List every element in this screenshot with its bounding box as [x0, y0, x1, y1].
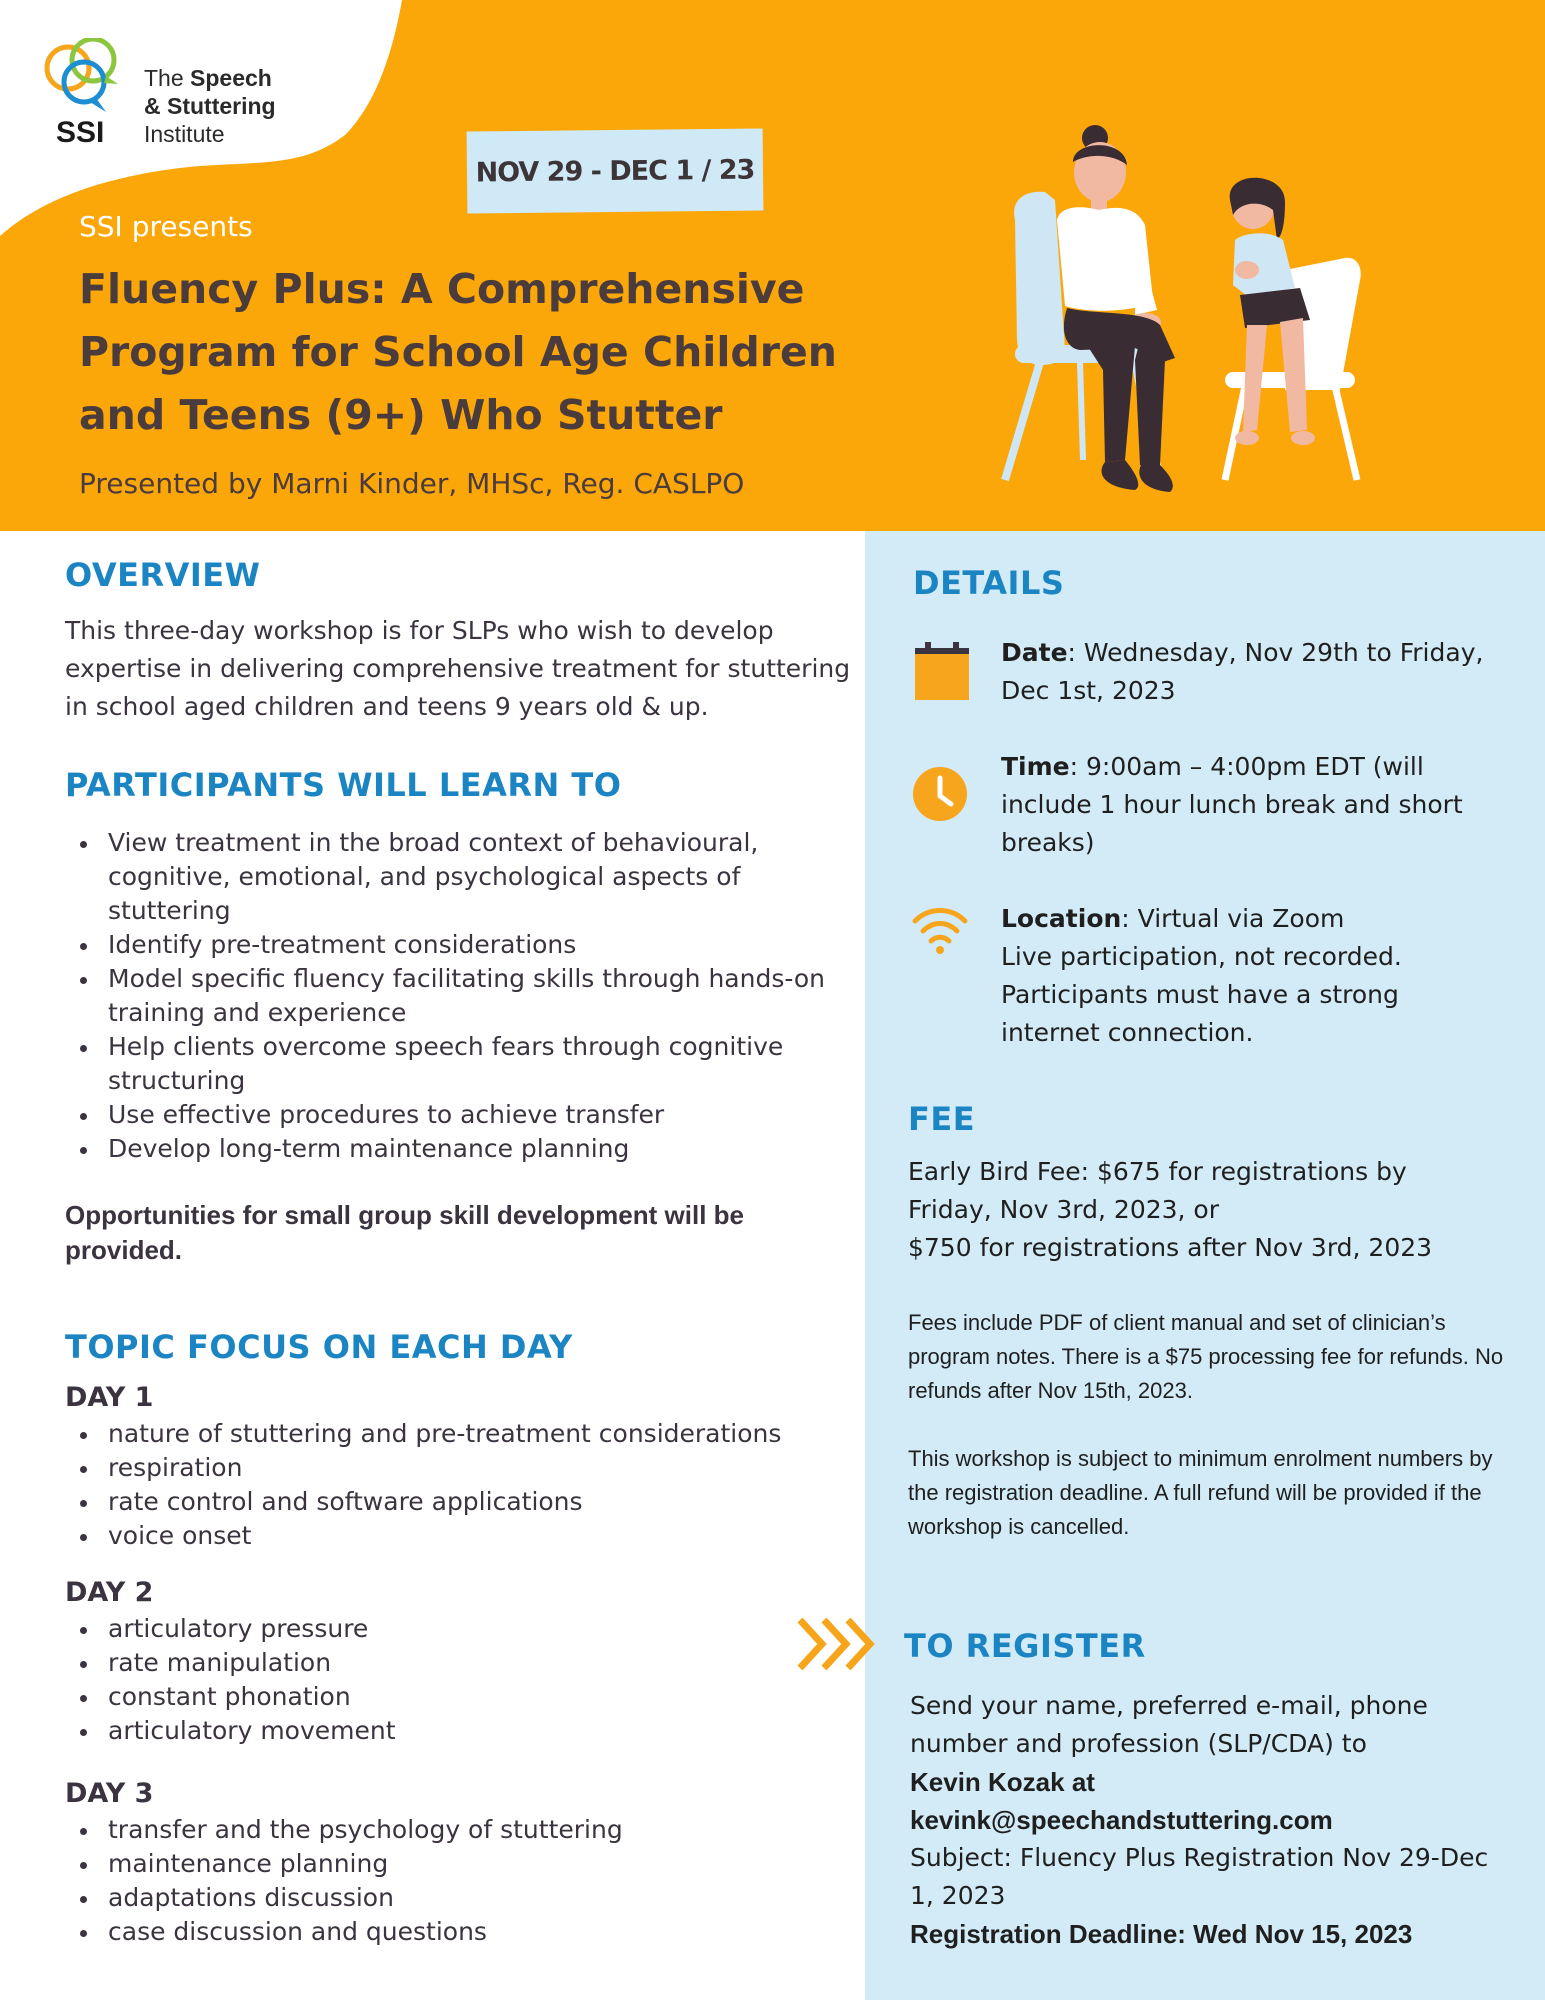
details-location-note: Live participation, not recorded. Participants must have a strong internet connection.	[1001, 942, 1402, 1047]
list-item: Use effective procedures to achieve transfer	[66, 1098, 846, 1132]
register-email[interactable]: kevink@speechandstuttering.com	[910, 1805, 1333, 1835]
register-contact: Kevin Kozak at	[910, 1767, 1095, 1797]
wifi-icon	[911, 905, 969, 957]
learn-note: Opportunities for small group skill development will be provided.	[65, 1200, 744, 1265]
list-item: maintenance planning	[66, 1847, 846, 1881]
day1-heading: DAY 1	[65, 1382, 154, 1413]
fee-line-3: $750 for registrations after Nov 3rd, 2023	[908, 1233, 1433, 1262]
list-item: Help clients overcome speech fears through cognitive structuring	[66, 1030, 846, 1098]
logo-text-line3: Institute	[144, 121, 225, 147]
presenter-label: Presented by Marni Kinder, MHSc, Reg. CASLPO	[79, 467, 745, 500]
list-item: voice onset	[66, 1519, 846, 1553]
logo-text-line2: & Stuttering	[144, 93, 276, 119]
date-badge-text: NOV 29 - DEC 1 / 23	[475, 154, 755, 188]
fee-line-1: Early Bird Fee: $675 for registrations by	[908, 1157, 1407, 1186]
topics-heading: TOPIC FOCUS ON EACH DAY	[65, 1328, 573, 1366]
list-item: constant phonation	[66, 1680, 846, 1714]
logo-text-line1: The Speech	[144, 65, 272, 91]
list-item: adaptations discussion	[66, 1881, 846, 1915]
list-item: Identify pre-treatment considerations	[66, 928, 846, 962]
clock-icon	[911, 765, 969, 823]
list-item: case discussion and questions	[66, 1915, 846, 1949]
fee-note-enrolment: This workshop is subject to minimum enrolment numbers by the registration deadline. A full refund will be provided if the workshop is cancelled.	[908, 1446, 1493, 1539]
overview-heading: OVERVIEW	[65, 556, 261, 594]
list-item: View treatment in the broad context of behavioural, cognitive, emotional, and psychological aspects of stuttering	[66, 826, 846, 928]
register-line-2: number and profession (SLP/CDA) to	[910, 1729, 1367, 1758]
ssi-logo	[38, 38, 298, 150]
chevrons-right-icon	[796, 1614, 888, 1674]
fee-heading: FEE	[908, 1100, 976, 1138]
register-heading: TO REGISTER	[904, 1627, 1146, 1665]
page-title: Fluency Plus: A Comprehensive Program for School Age Children and Teens (9+) Who Stutter	[79, 265, 837, 439]
list-item: rate control and software applications	[66, 1485, 846, 1519]
details-time: Time: 9:00am – 4:00pm EDT (will include 1 hour lunch break and short breaks)	[1001, 752, 1463, 857]
fee-note-refunds: Fees include PDF of client manual and set of clinician’s program notes. There is a $75 processing fee for refunds. No refunds after Nov 15th, 2023.	[908, 1310, 1504, 1403]
details-heading: DETAILS	[913, 564, 1065, 602]
list-item: rate manipulation	[66, 1646, 846, 1680]
list-item: transfer and the psychology of stuttering	[66, 1813, 846, 1847]
presents-label: SSI presents	[79, 210, 253, 243]
list-item: Develop long-term maintenance planning	[66, 1132, 846, 1166]
list-item: articulatory movement	[66, 1714, 846, 1748]
day2-list	[66, 1612, 846, 1748]
register-subject-1: Subject: Fluency Plus Registration Nov 29-Dec	[910, 1843, 1489, 1872]
date-badge	[467, 128, 764, 213]
list-item: nature of stuttering and pre-treatment considerations	[66, 1417, 846, 1451]
calendar-icon	[913, 640, 971, 702]
therapist-child-illustration	[985, 110, 1405, 505]
register-deadline: Registration Deadline: Wed Nov 15, 2023	[910, 1919, 1413, 1949]
day2-heading: DAY 2	[65, 1577, 154, 1608]
details-date: Date: Wednesday, Nov 29th to Friday, Dec 1st, 2023	[1001, 638, 1484, 705]
overview-text: This three-day workshop is for SLPs who wish to develop expertise in delivering comprehensive treatment for stuttering in school aged children and teens 9 years old & up.	[65, 616, 851, 721]
header-banner	[0, 0, 1545, 531]
fee-line-2: Friday, Nov 3rd, 2023, or	[908, 1195, 1219, 1224]
list-item: articulatory pressure	[66, 1612, 846, 1646]
speech-bubbles-logo-icon	[38, 38, 138, 118]
list-item: respiration	[66, 1451, 846, 1485]
day3-heading: DAY 3	[65, 1778, 154, 1809]
register-subject-2: 1, 2023	[910, 1881, 1006, 1910]
day1-list	[66, 1417, 846, 1553]
learn-list	[66, 826, 846, 1166]
learn-heading: PARTICIPANTS WILL LEARN TO	[65, 766, 622, 804]
day3-list	[66, 1813, 846, 1949]
details-location: Location: Virtual via Zoom	[1001, 904, 1345, 933]
logo-ssi-text: SSI	[56, 116, 105, 149]
list-item: Model specific fluency facilitating skills through hands-on training and experience	[66, 962, 846, 1030]
register-line-1: Send your name, preferred e-mail, phone	[910, 1691, 1428, 1720]
